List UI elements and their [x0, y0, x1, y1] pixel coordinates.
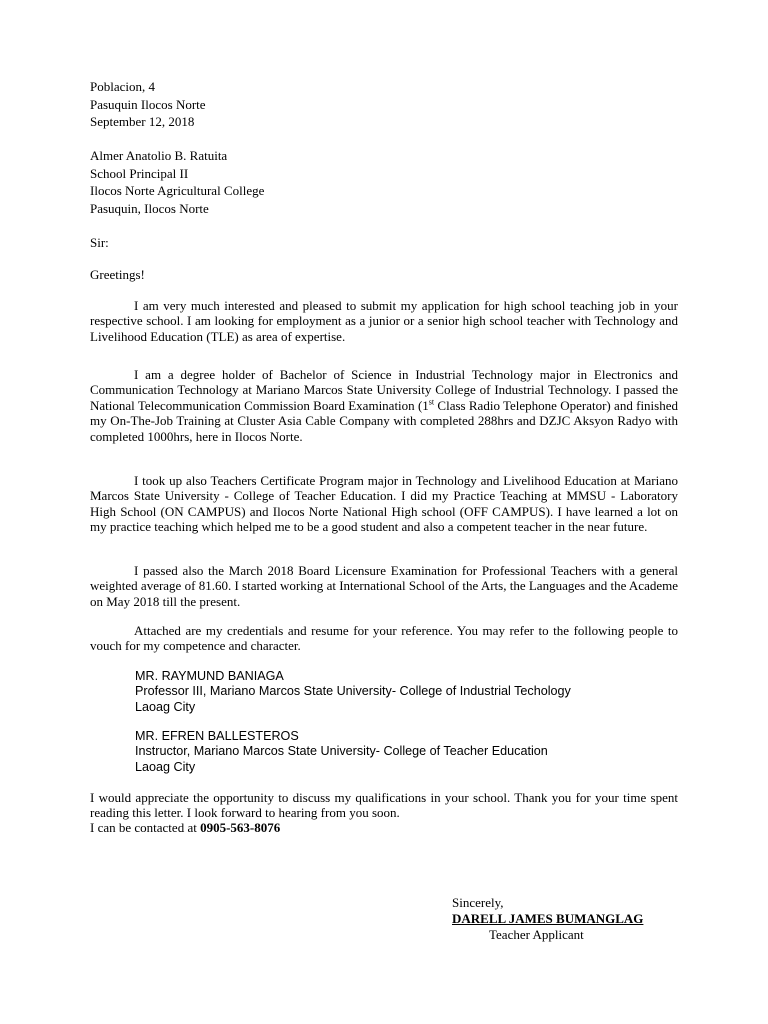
contact-line: [90, 820, 678, 835]
reference-2: [135, 729, 695, 775]
recipient-name: Almer Anatolio B. Ratuita: [90, 148, 228, 163]
closing-paragraph: I would appreciate the opportunity to discuss my qualifications in your school. Thank you for your time spent reading this letter. I look forward to hearing from you soon.: [90, 790, 678, 821]
reference-position: Instructor, Mariano Marcos State University- College of Teacher Education: [135, 744, 548, 759]
ordinal-superscript: st: [428, 397, 435, 407]
signer-title: Teacher Applicant: [489, 927, 584, 942]
body-paragraph-2-text-a: I am a degree holder of Bachelor of Science in Industrial Technology major in Electronics and Communication Technology at Mariano Marcos State University College of Industrial Technology. I passed the National Telecommunication Commission Board Examination (1: [90, 367, 678, 413]
body-paragraph-2-text-b: Class Radio Telephone Operator) and finished my On-The-Job Training at Cluster Asia Cable Company with completed 288hrs and DZJC Aksyon Radyo with completed 1000hrs, here in Ilocos Norte.: [90, 397, 678, 444]
valediction: Sincerely,: [452, 895, 504, 910]
reference-position: Professor III, Mariano Marcos State University- College of Industrial Techology: [135, 684, 571, 699]
body-paragraph-3: I took up also Teachers Certificate Program major in Technology and Livelihood Education at Mariano Marcos State University - College of Teacher Education. I did my Practice Teaching at MMSU - Laboratory High School (ON CAMPUS) and Ilocos Norte National High school (OFF CAMPUS). I have learned a lot on my practice teaching which helped me to be a good student and also a competent teacher in the near future.: [90, 473, 678, 535]
signer-name: DARELL JAMES BUMANGLAG: [452, 911, 644, 926]
sender-address-line1: Poblacion, 4: [90, 79, 155, 94]
sender-address-block: [90, 78, 678, 131]
signature-block: [452, 895, 712, 943]
reference-city: Laoag City: [135, 699, 196, 714]
greeting: Greetings!: [90, 267, 145, 282]
contact-prefix: I can be contacted at: [90, 820, 201, 835]
body-paragraph-1: I am very much interested and pleased to submit my application for high school teaching job in your respective school. I am looking for employment as a junior or a senior high school teacher with Technology and Livelihood Education (TLE) as area of expertise.: [90, 298, 678, 344]
reference-name: MR. EFREN BALLESTEROS: [135, 729, 299, 743]
recipient-block: [90, 147, 678, 217]
body-paragraph-5: Attached are my credentials and resume for your reference. You may refer to the following people to vouch for my competence and character.: [90, 623, 678, 654]
recipient-position: School Principal II: [90, 165, 189, 181]
reference-city: Laoag City: [135, 759, 196, 774]
body-paragraph-2: [90, 367, 678, 444]
reference-1: [135, 669, 695, 715]
recipient-address: Pasuquin, Ilocos Norte: [90, 200, 209, 216]
salutation: Sir:: [90, 235, 109, 250]
reference-name: MR. RAYMUND BANIAGA: [135, 669, 284, 683]
letter-date: September 12, 2018: [90, 114, 195, 129]
recipient-institution: Ilocos Norte Agricultural College: [90, 183, 265, 198]
body-paragraph-4: I passed also the March 2018 Board Licensure Examination for Professional Teachers with a general weighted average of 81.60. I started working at International School of the Arts, the Languages and the Academe on May 2018 till the present.: [90, 563, 678, 609]
contact-number: 0905-563-8076: [200, 820, 281, 835]
sender-address-line2: Pasuquin Ilocos Norte: [90, 96, 206, 112]
